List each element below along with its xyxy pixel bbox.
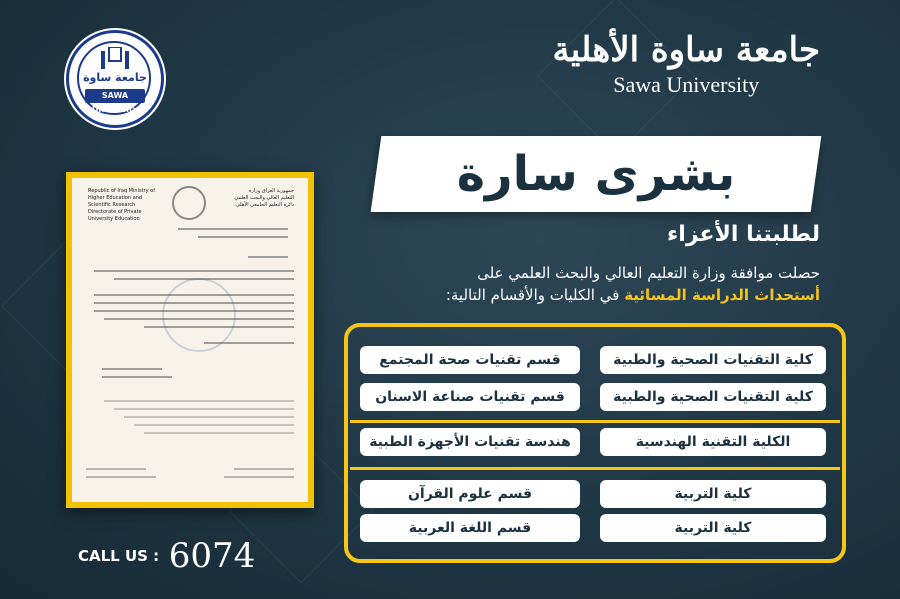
program-department: هندسة تقنيات الأجهزة الطبية — [360, 428, 580, 456]
program-college: الكلية التقنية الهندسية — [600, 428, 826, 456]
logo-ribbon: SAWA University — [85, 89, 145, 103]
doc-line — [144, 432, 294, 434]
doc-line — [204, 342, 294, 344]
panel-divider — [350, 420, 840, 423]
doc-line — [104, 400, 294, 402]
intro-line-2-rest: في الكليات والأقسام التالية: — [445, 286, 620, 304]
greeting: لطلبتنا الأعزاء — [667, 222, 820, 247]
headline-text: بشرى سارة — [456, 146, 736, 202]
intro-line-2 — [360, 286, 820, 304]
program-department: قسم تقنيات صناعة الاسنان — [360, 383, 580, 411]
brand-english-name: Sawa University — [613, 72, 760, 97]
doc-line — [178, 228, 288, 230]
program-department: قسم علوم القرآن — [360, 480, 580, 508]
intro-line-1: حصلت موافقة وزارة التعليم العالي والبحث العلمي على — [477, 264, 820, 282]
doc-line — [234, 468, 294, 470]
doc-line — [86, 476, 156, 478]
doc-header-right: جمهورية العراق وزارة التعليم العالي والبحث العلمي دائرة التعليم الجامعي الأهلي — [234, 188, 294, 208]
program-college: كلية التربية — [600, 514, 826, 542]
program-college: كلية التقنيات الصحية والطبية — [600, 346, 826, 374]
logo-arabic-text: جامعة ساوة — [83, 71, 147, 84]
panel-divider — [350, 467, 840, 470]
doc-line — [144, 326, 294, 328]
brand-arabic-name: جامعة ساوة الأهلية — [552, 30, 820, 70]
program-department: قسم اللغة العربية — [360, 514, 580, 542]
intro-highlight: أستحداث الدراسة المسائية — [624, 286, 820, 304]
approval-document — [66, 172, 314, 508]
gate-icon — [99, 47, 131, 69]
doc-line — [94, 302, 294, 304]
call-us-number[interactable]: 6074 — [168, 536, 256, 576]
doc-line — [102, 376, 172, 378]
doc-line — [86, 468, 146, 470]
doc-line — [94, 310, 294, 312]
doc-line — [248, 256, 288, 258]
brand-block — [553, 30, 820, 98]
university-logo — [66, 30, 164, 128]
doc-line — [102, 368, 162, 370]
doc-seal-icon — [172, 186, 206, 220]
doc-stamp-icon — [162, 278, 236, 352]
doc-line — [198, 236, 288, 238]
doc-line — [94, 294, 294, 296]
call-us-label: CALL US : — [78, 547, 160, 565]
doc-line — [114, 278, 294, 280]
program-department: قسم تقنيات صحة المجتمع — [360, 346, 580, 374]
program-college: كلية التقنيات الصحية والطبية — [600, 383, 826, 411]
doc-line — [124, 416, 294, 418]
doc-line — [104, 318, 294, 320]
program-college: كلية التربية — [600, 480, 826, 508]
contact-block — [78, 536, 255, 576]
doc-line — [224, 476, 294, 478]
doc-header-left: Republic of Iraq Ministry of Higher Education and Scientific Research Directorate of Private University Education — [88, 188, 155, 222]
doc-line — [134, 424, 294, 426]
doc-line — [94, 270, 294, 272]
doc-line — [114, 408, 294, 410]
